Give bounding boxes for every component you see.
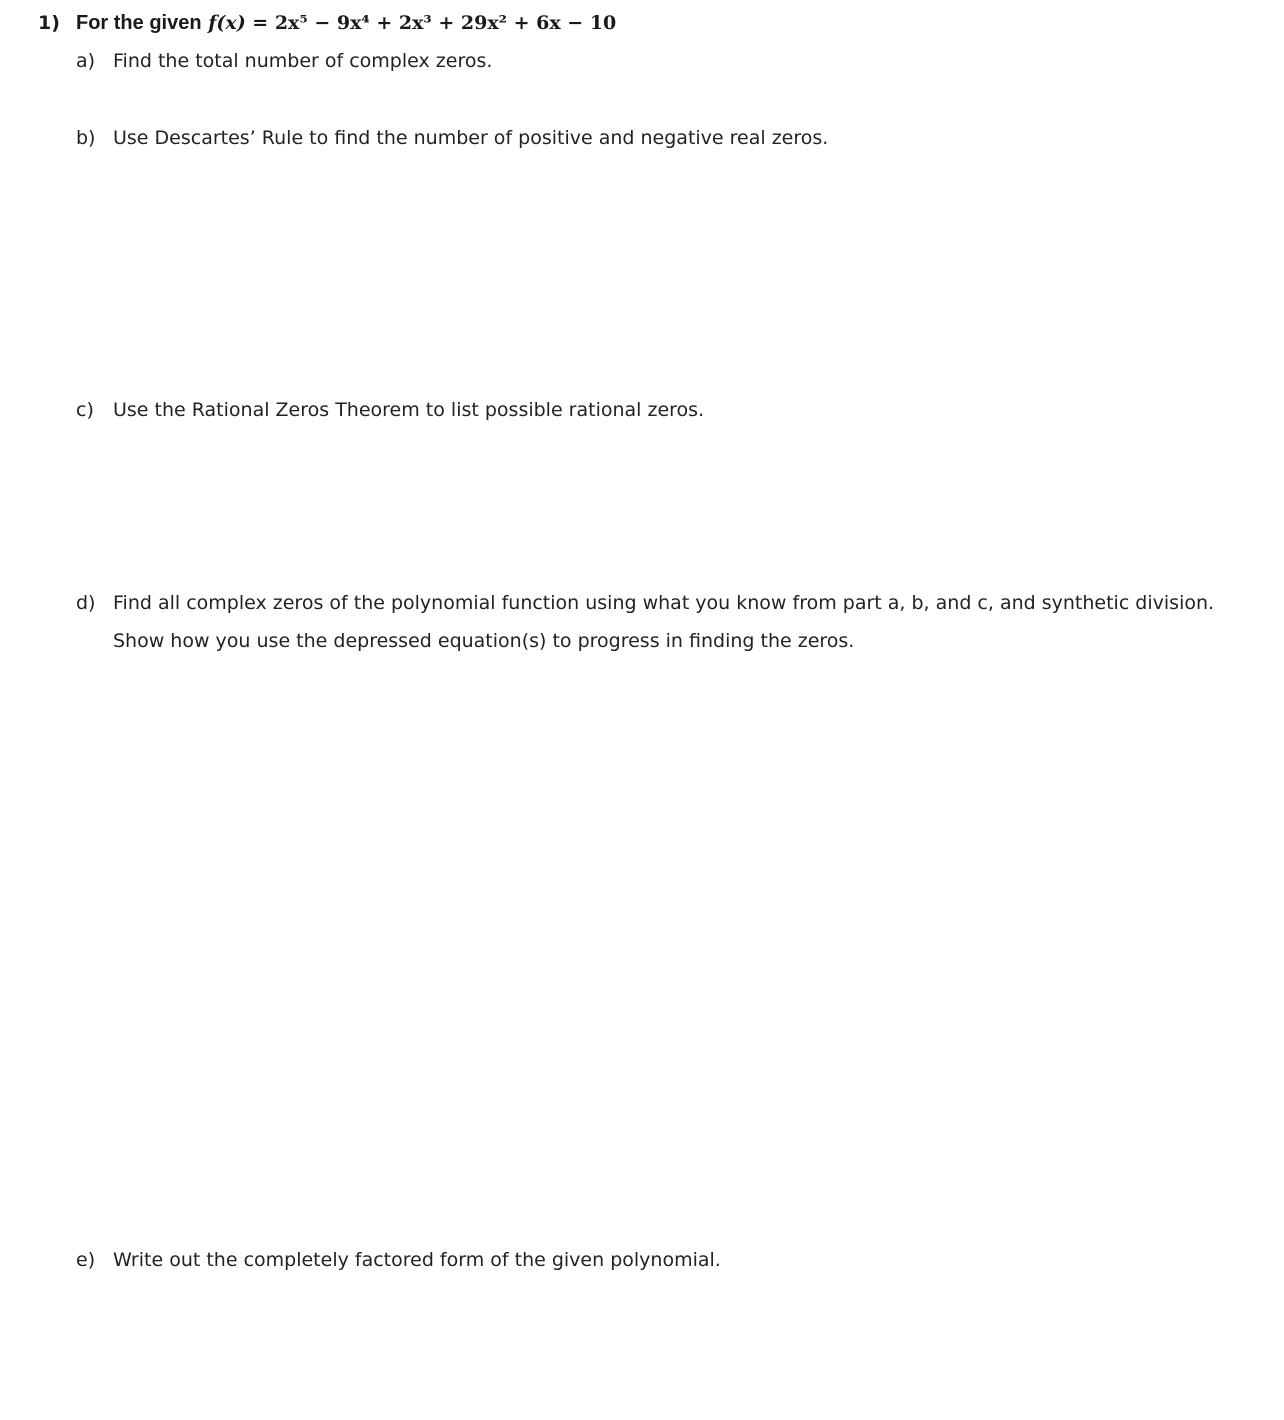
part-b-text: Use Descartes’ Rule to find the number of positive and negative real zeros. [113,127,829,149]
part-e-letter: e) [76,1249,96,1271]
part-d-text: Find all complex zeros of the polynomial function using what you know from part a, b, and c, and synthetic division. Show how you use the depressed equation(s) to progress in finding the zeros. [113,592,1215,652]
part-a-letter: a) [76,50,96,72]
polynomial-equation [208,12,616,34]
part-e [76,1241,1226,1279]
part-b [76,119,1226,157]
part-d-letter: d) [76,592,96,614]
question-header [38,10,616,36]
part-a-text: Find the total number of complex zeros. [113,50,493,72]
function-name: f(x) [208,12,246,34]
part-a [76,42,1226,80]
part-c-text: Use the Rational Zeros Theorem to list possible rational zeros. [113,399,705,421]
part-c-letter: c) [76,399,94,421]
part-c [76,391,1226,429]
equation-body: = 2x⁵ − 9x⁴ + 2x³ + 29x² + 6x − 10 [245,12,617,34]
part-d [76,584,1226,660]
part-e-text: Write out the completely factored form of the given polynomial. [113,1249,721,1271]
question-intro: For the given [76,12,202,34]
question-number: 1) [38,12,60,34]
part-b-letter: b) [76,127,96,149]
